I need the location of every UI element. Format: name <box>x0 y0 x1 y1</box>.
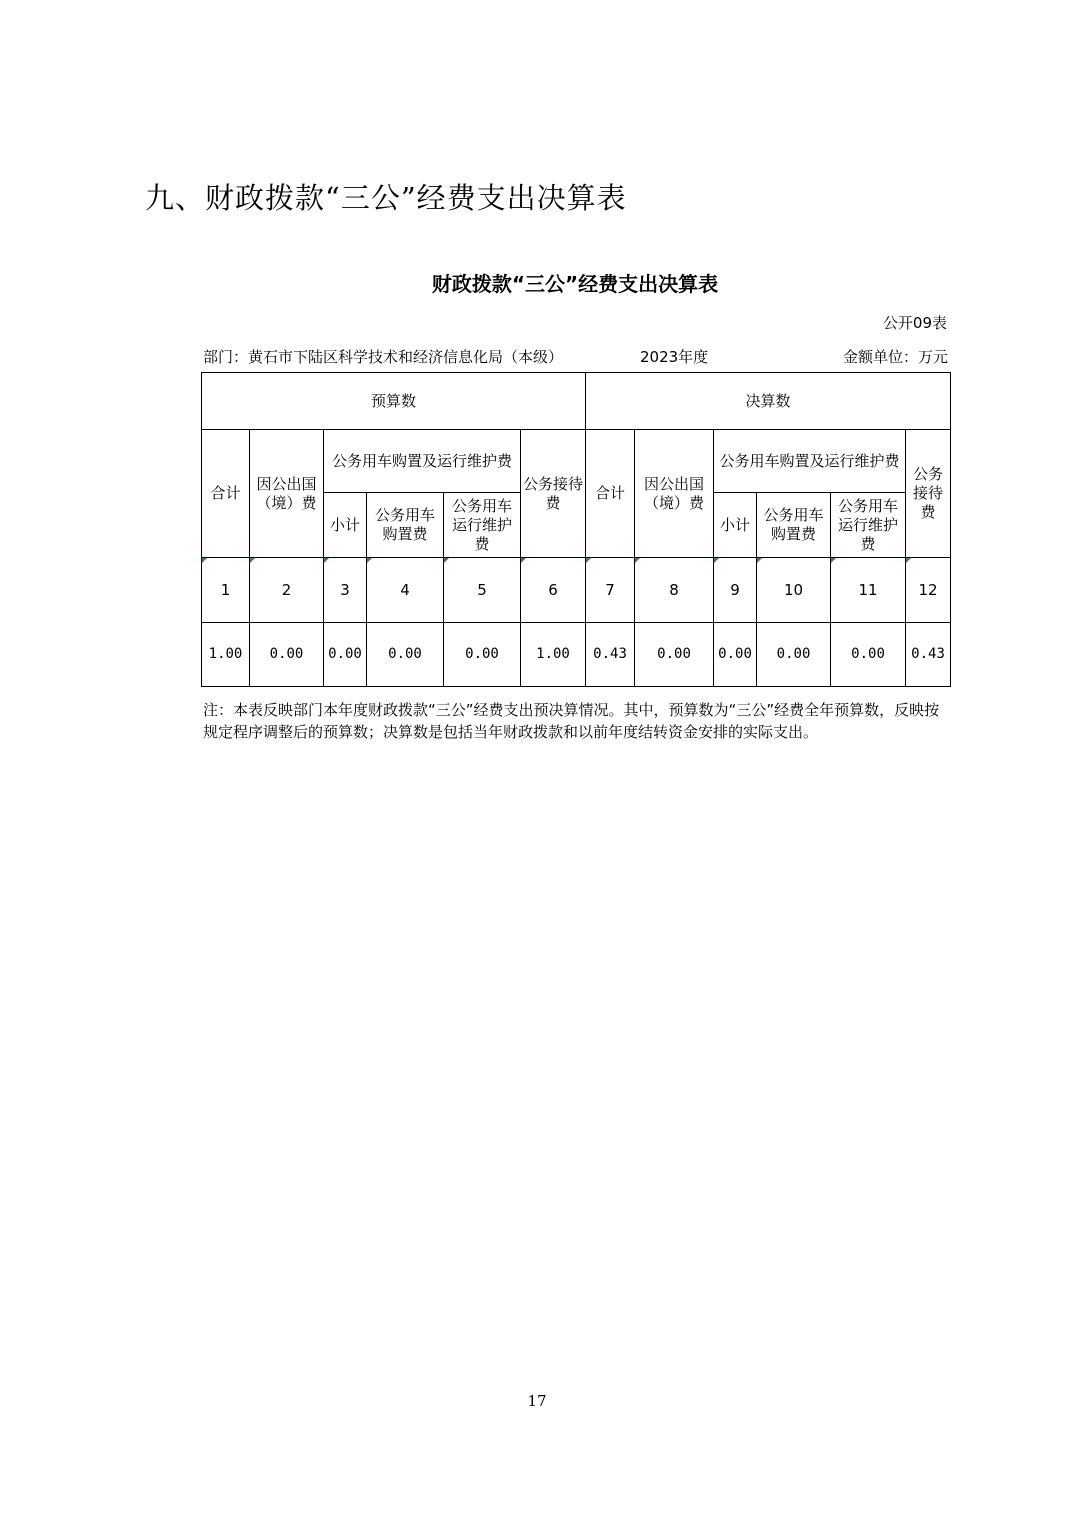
year-label: 2023年度 <box>640 348 709 366</box>
unit-label: 金额单位：万元 <box>842 348 948 366</box>
value-row <box>202 623 951 687</box>
column-number: 4 <box>367 558 444 623</box>
value-cell: 0.00 <box>714 623 757 687</box>
value-cell: 0.43 <box>906 623 951 687</box>
value-cell: 1.00 <box>521 623 586 687</box>
header-row-1 <box>202 373 951 430</box>
page-number: 17 <box>527 1392 547 1410</box>
value-cell: 0.00 <box>444 623 521 687</box>
budget-vehicle-operation-header: 公务用车运行维护费 <box>444 493 521 558</box>
column-number: 11 <box>831 558 906 623</box>
value-cell: 0.00 <box>324 623 367 687</box>
department-label: 部门：黄石市下陆区科学技术和经济信息化局（本级） <box>203 348 564 366</box>
column-number: 2 <box>250 558 324 623</box>
table-note: 注：本表反映部门本年度财政拨款“三公”经费支出预决算情况。其中，预算数为“三公”经费全年预算数，反映按规定程序调整后的预算数；决算数是包括当年财政拨款和以前年度结转资金安排的实际支出。 <box>203 701 940 741</box>
column-number: 12 <box>906 558 951 623</box>
final-subtotal-header: 小计 <box>714 493 757 558</box>
column-number: 1 <box>202 558 250 623</box>
final-reception-header: 公务接待费 <box>906 430 951 558</box>
column-number: 8 <box>635 558 714 623</box>
value-cell: 0.43 <box>586 623 635 687</box>
column-number: 10 <box>757 558 831 623</box>
budget-reception-header: 公务接待费 <box>521 430 586 558</box>
header-row-2 <box>202 430 951 493</box>
table-title: 财政拨款“三公”经费支出决算表 <box>431 272 719 296</box>
value-cell: 1.00 <box>202 623 250 687</box>
three-public-expenses-table <box>201 372 951 687</box>
column-number: 7 <box>586 558 635 623</box>
final-vehicle-group-header: 公务用车购置及运行维护费 <box>714 430 906 493</box>
final-vehicle-purchase-header: 公务用车购置费 <box>757 493 831 558</box>
value-cell: 0.00 <box>250 623 324 687</box>
budget-total-header: 合计 <box>202 430 250 558</box>
value-cell: 0.00 <box>831 623 906 687</box>
column-number-row <box>202 558 951 623</box>
value-cell: 0.00 <box>367 623 444 687</box>
budget-vehicle-purchase-header: 公务用车购置费 <box>367 493 444 558</box>
column-number: 9 <box>714 558 757 623</box>
budget-overseas-header: 因公出国（境）费 <box>250 430 324 558</box>
value-cell: 0.00 <box>757 623 831 687</box>
column-number: 5 <box>444 558 521 623</box>
value-cell: 0.00 <box>635 623 714 687</box>
final-total-header: 合计 <box>586 430 635 558</box>
form-code: 公开09表 <box>882 314 947 332</box>
budget-vehicle-group-header: 公务用车购置及运行维护费 <box>324 430 521 493</box>
column-number: 3 <box>324 558 367 623</box>
final-vehicle-operation-header: 公务用车运行维护费 <box>831 493 906 558</box>
budget-header: 预算数 <box>202 373 586 430</box>
column-number: 6 <box>521 558 586 623</box>
final-header: 决算数 <box>586 373 951 430</box>
budget-subtotal-header: 小计 <box>324 493 367 558</box>
final-overseas-header: 因公出国（境）费 <box>635 430 714 558</box>
section-title: 九、财政拨款“三公”经费支出决算表 <box>145 181 627 215</box>
